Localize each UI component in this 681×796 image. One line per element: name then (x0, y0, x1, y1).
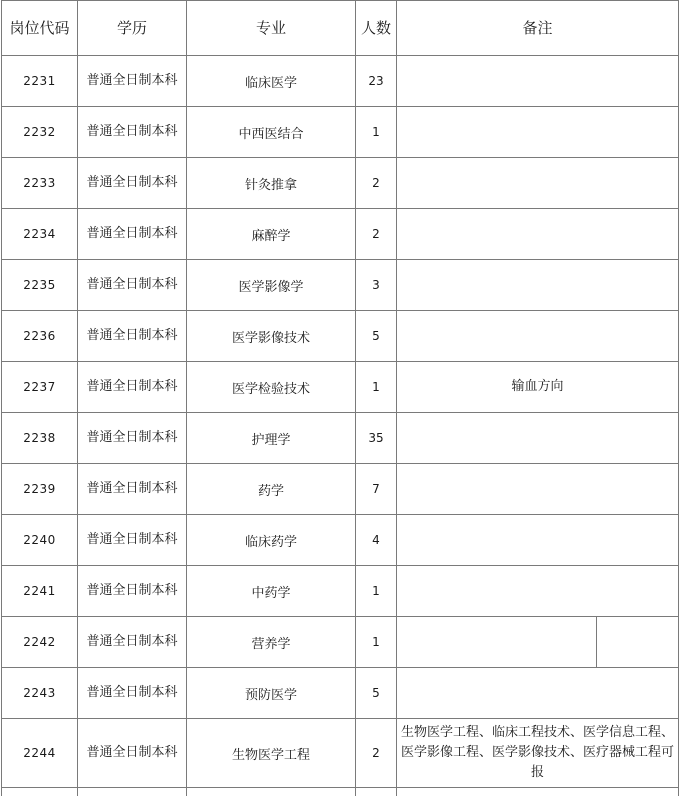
cell-empty (187, 788, 356, 796)
cell-note-split (397, 617, 679, 668)
recruitment-table (1, 0, 679, 796)
table-row (2, 515, 679, 566)
header-count: 人数 (356, 1, 397, 56)
table-row-partial (2, 788, 679, 796)
table-row (2, 362, 679, 413)
cell-note (397, 260, 679, 311)
cell-count: 4 (356, 515, 397, 566)
cell-count: 35 (356, 413, 397, 464)
cell-major: 中药学 (187, 566, 356, 617)
note-split-left (397, 617, 597, 667)
cell-count: 1 (356, 566, 397, 617)
table-row (2, 311, 679, 362)
cell-education: 普通全日制本科 (78, 515, 187, 566)
table-row (2, 617, 679, 668)
header-major: 专业 (187, 1, 356, 56)
cell-major: 临床医学 (187, 56, 356, 107)
cell-note (397, 209, 679, 260)
cell-education: 普通全日制本科 (78, 668, 187, 719)
cell-major: 医学影像学 (187, 260, 356, 311)
cell-code: 2232 (2, 107, 78, 158)
cell-count: 23 (356, 56, 397, 107)
cell-education: 普通全日制本科 (78, 311, 187, 362)
cell-code: 2243 (2, 668, 78, 719)
cell-code: 2233 (2, 158, 78, 209)
cell-code: 2231 (2, 56, 78, 107)
cell-count: 2 (356, 209, 397, 260)
cell-major: 麻醉学 (187, 209, 356, 260)
cell-empty (356, 788, 397, 796)
table-row (2, 719, 679, 788)
cell-major: 中西医结合 (187, 107, 356, 158)
cell-note (397, 413, 679, 464)
cell-count: 7 (356, 464, 397, 515)
cell-count: 2 (356, 719, 397, 788)
cell-major: 针灸推拿 (187, 158, 356, 209)
header-note: 备注 (397, 1, 679, 56)
cell-code: 2241 (2, 566, 78, 617)
cell-empty (78, 788, 187, 796)
cell-note (397, 464, 679, 515)
table-row (2, 158, 679, 209)
cell-education: 普通全日制本科 (78, 107, 187, 158)
cell-note (397, 566, 679, 617)
cell-education: 普通全日制本科 (78, 158, 187, 209)
table-row (2, 260, 679, 311)
cell-education: 普通全日制本科 (78, 719, 187, 788)
cell-education: 普通全日制本科 (78, 566, 187, 617)
cell-count: 2 (356, 158, 397, 209)
cell-major: 生物医学工程 (187, 719, 356, 788)
cell-code: 2239 (2, 464, 78, 515)
cell-code: 2244 (2, 719, 78, 788)
table-row (2, 464, 679, 515)
cell-note (397, 515, 679, 566)
header-code: 岗位代码 (2, 1, 78, 56)
cell-count: 1 (356, 617, 397, 668)
table-row (2, 107, 679, 158)
table-row (2, 566, 679, 617)
cell-major: 营养学 (187, 617, 356, 668)
cell-education: 普通全日制本科 (78, 260, 187, 311)
cell-note (397, 311, 679, 362)
cell-note: 生物医学工程、临床工程技术、医学信息工程、医学影像工程、医学影像技术、医疗器械工程可报 (397, 719, 679, 788)
cell-education: 普通全日制本科 (78, 617, 187, 668)
cell-code: 2236 (2, 311, 78, 362)
cell-count: 1 (356, 107, 397, 158)
cell-education: 普通全日制本科 (78, 209, 187, 260)
cell-education: 普通全日制本科 (78, 464, 187, 515)
cell-major: 药学 (187, 464, 356, 515)
cell-note (397, 158, 679, 209)
cell-major: 护理学 (187, 413, 356, 464)
cell-major: 医学影像技术 (187, 311, 356, 362)
note-split-container (397, 617, 678, 667)
cell-major: 临床药学 (187, 515, 356, 566)
cell-code: 2237 (2, 362, 78, 413)
cell-note (397, 668, 679, 719)
table-row (2, 56, 679, 107)
cell-note: 输血方向 (397, 362, 679, 413)
cell-major: 预防医学 (187, 668, 356, 719)
table-row (2, 413, 679, 464)
cell-note (397, 56, 679, 107)
cell-note (397, 107, 679, 158)
table-row (2, 668, 679, 719)
cell-count: 3 (356, 260, 397, 311)
cell-empty (397, 788, 679, 796)
cell-education: 普通全日制本科 (78, 413, 187, 464)
cell-education: 普通全日制本科 (78, 362, 187, 413)
table-header-row (2, 1, 679, 56)
cell-count: 5 (356, 668, 397, 719)
cell-count: 5 (356, 311, 397, 362)
cell-code: 2234 (2, 209, 78, 260)
cell-education: 普通全日制本科 (78, 56, 187, 107)
cell-code: 2235 (2, 260, 78, 311)
cell-code: 2238 (2, 413, 78, 464)
cell-code: 2242 (2, 617, 78, 668)
note-split-right (597, 617, 678, 667)
cell-major: 医学检验技术 (187, 362, 356, 413)
cell-empty (2, 788, 78, 796)
cell-count: 1 (356, 362, 397, 413)
header-education: 学历 (78, 1, 187, 56)
table-row (2, 209, 679, 260)
cell-code: 2240 (2, 515, 78, 566)
